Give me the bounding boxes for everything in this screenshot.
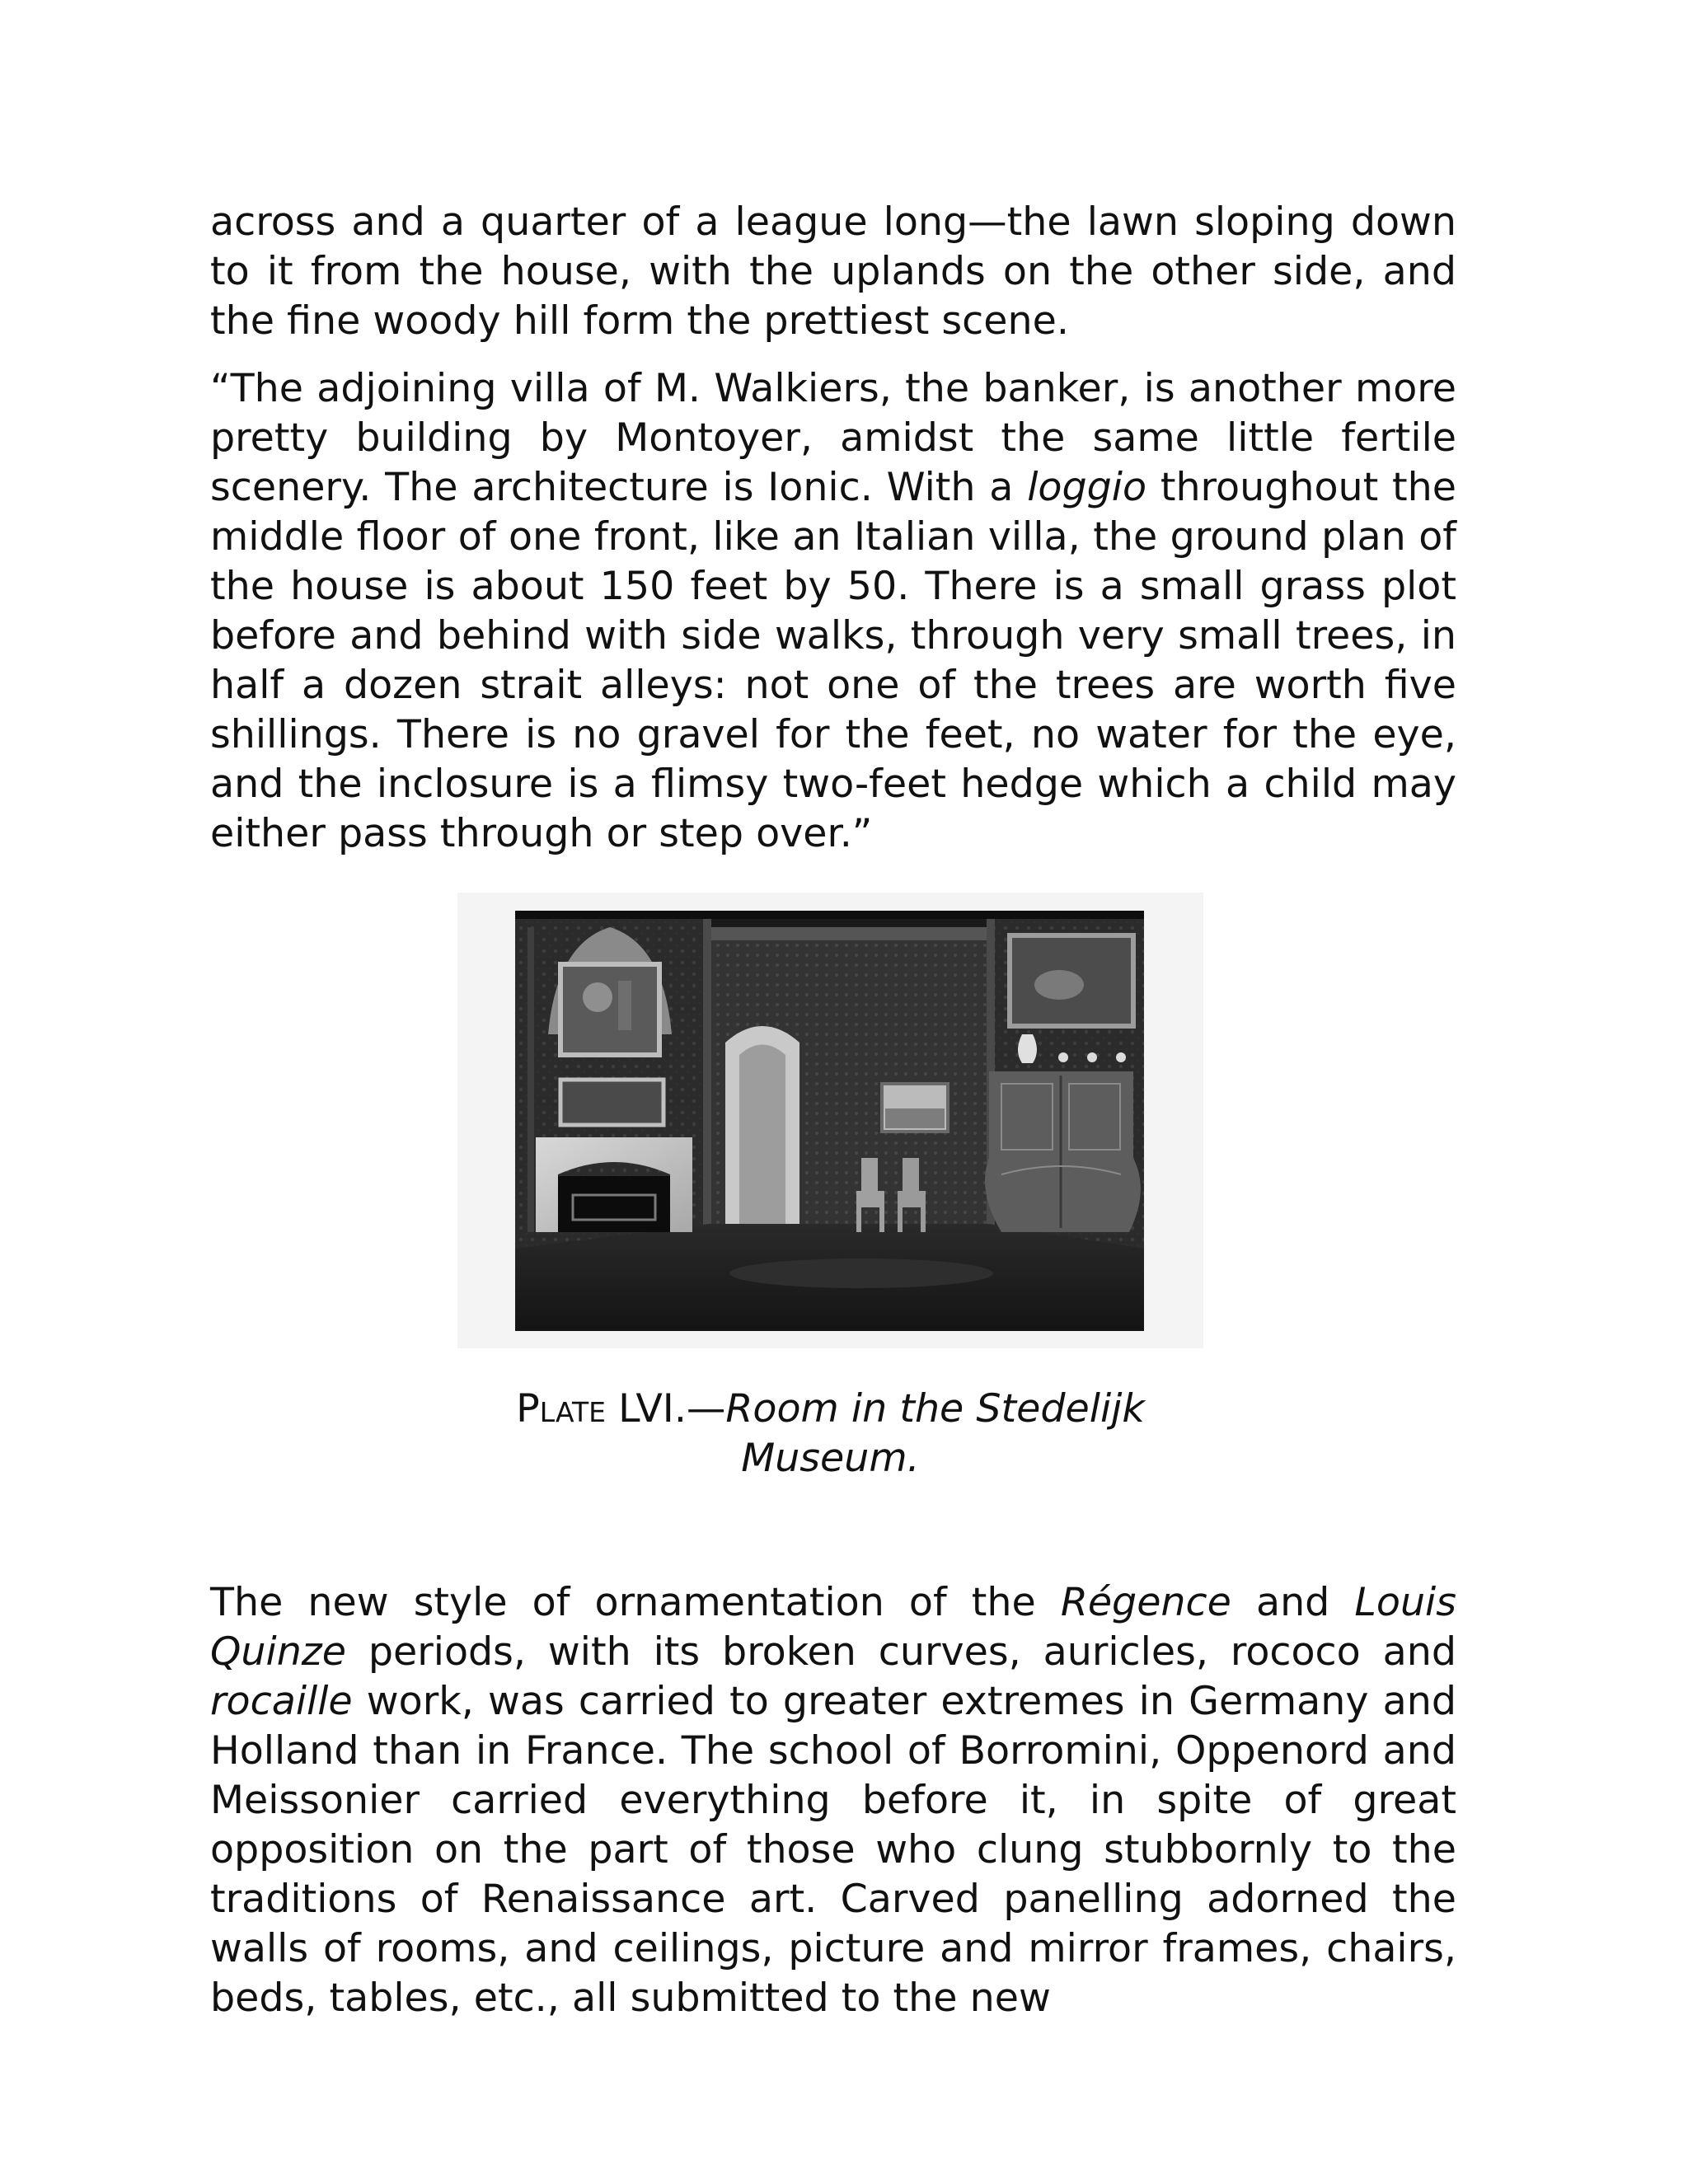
paragraph-3-italic-louis-quinze: Louis Quinze (210, 1580, 1456, 1675)
room-interior-illustration (515, 911, 1144, 1331)
paragraph-2-text-a: “The adjoining villa of M. Walkiers, the banker, is another more pretty building by Montoyer, amidst the same little fertile scenery. The architecture is Ionic. With a (210, 366, 1456, 510)
plate-number: LVI.— (605, 1386, 726, 1432)
plate-caption-line-2 (457, 1434, 1203, 1483)
plate-photograph (457, 893, 1203, 1348)
plate-caption-line-1 (457, 1385, 1203, 1434)
paragraph-2 (210, 364, 1456, 859)
paragraph-1-text: across and a quarter of a league long—the lawn sloping down to it from the house, with the uplands on the other side, and the fine woody hill form the prettiest scene. (210, 199, 1456, 344)
plate-label: Plate (516, 1386, 606, 1432)
paragraph-1 (210, 198, 1456, 346)
paragraph-3-italic-regence: Régence (1060, 1580, 1231, 1625)
paragraph-3-italic-rocaille: rocaille (210, 1679, 353, 1724)
body-text-top (210, 198, 1456, 859)
body-text-bottom (210, 1578, 1456, 2023)
paragraph-2-text-b: throughout the middle floor of one front, like an Italian villa, the ground plan of the house is about 150 feet by 50. There is a small grass plot before and behind with side walks, through very small trees, in half a dozen strait alleys: not one of the trees are worth five shillings. There is no gravel for the feet, no water for the eye, and the inclosure is a flimsy two-feet hedge which a child may either pass through or step over.” (210, 465, 1457, 856)
paragraph-2-italic-loggio: loggio (1027, 465, 1147, 510)
paragraph-3-text-c: periods, with its broken curves, auricles, rococo and (345, 1629, 1456, 1675)
plate-title-continued: Museum. (741, 1436, 920, 1481)
paragraph-3-text-a: The new style of ornamentation of the (210, 1580, 1061, 1625)
paragraph-3-text-d: work, was carried to greater extremes in Germany and Holland than in France. The school of Borromini, Oppenord and Meissonier carried everything before it, in spite of great opposition on the part of those who clung stubbornly to the traditions of Renaissance art. Carved panelling adorned the walls of rooms, and ceilings, picture and mirror frames, chairs, beds, tables, etc., all submitted to the new (210, 1679, 1456, 2021)
paragraph-3-text-b: and (1231, 1580, 1355, 1625)
paragraph-3 (210, 1578, 1456, 2023)
plate-title: Room in the Stedelijk (725, 1386, 1145, 1432)
